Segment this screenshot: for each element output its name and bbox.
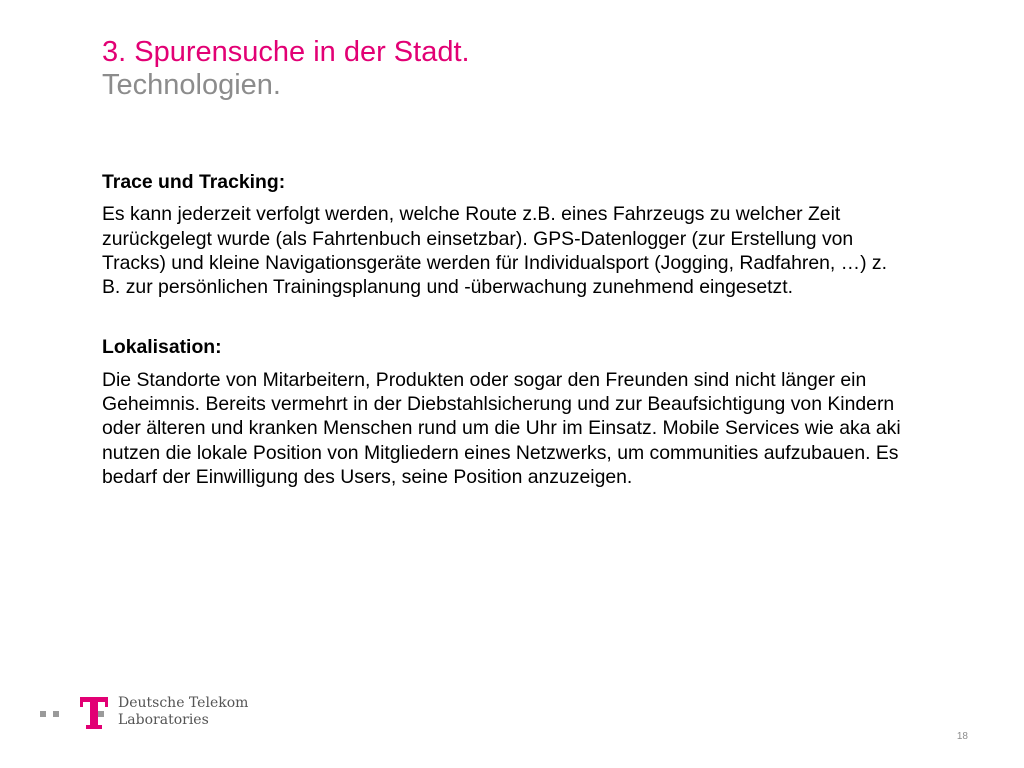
page-number: 18 bbox=[956, 731, 968, 742]
section-body: Es kann jederzeit verfolgt werden, welche Route z.B. eines Fahrzeugs zu welcher Zeit zurückgelegt wurde (als Fahrtenbuch einsetzbar). GPS-Datenlogger (zur Erstellung von Tracks) und kleine Navigationsgeräte werden für Individualsport (Jogging, Radfahren, …) z. B. zur persönlichen Trainingsplanung und -überwachung zunehmend eingesetzt. bbox=[102, 203, 887, 299]
section-body: Die Standorte von Mitarbeitern, Produkten oder sogar den Freunden sind nicht länger ein Geheimnis. Bereits vermehrt in der Diebstahlsicherung und zur Beaufsichtigung von Kindern oder älteren und kranken Menschen rund um die Uhr im Einsatz. Mobile Services wie aka aki nutzen die lokale Position von Mitgliedern eines Netzwerks, um communities aufzubauen. Es bedarf der Einwilligung des Users, seine Position anzuzeigen. bbox=[102, 368, 901, 488]
slide-title bbox=[102, 36, 470, 102]
section-heading: Lokalisation: bbox=[102, 336, 222, 359]
section-trace-tracking bbox=[102, 170, 902, 299]
slide-content bbox=[102, 170, 902, 489]
brand-line-2: Laboratories bbox=[118, 712, 209, 728]
section-lokalisation bbox=[102, 335, 902, 489]
dot-icon bbox=[40, 711, 46, 717]
section-heading: Trace und Tracking: bbox=[102, 171, 286, 193]
dot-icon bbox=[53, 711, 59, 717]
title-subtitle: Technologien. bbox=[102, 69, 281, 101]
brand-line-1: Deutsche Telekom bbox=[118, 695, 249, 711]
footer-logo bbox=[40, 694, 280, 732]
brand-name bbox=[118, 695, 248, 729]
title-main: 3. Spurensuche in der Stadt. bbox=[102, 36, 470, 68]
telekom-t-logo-icon bbox=[78, 696, 110, 730]
